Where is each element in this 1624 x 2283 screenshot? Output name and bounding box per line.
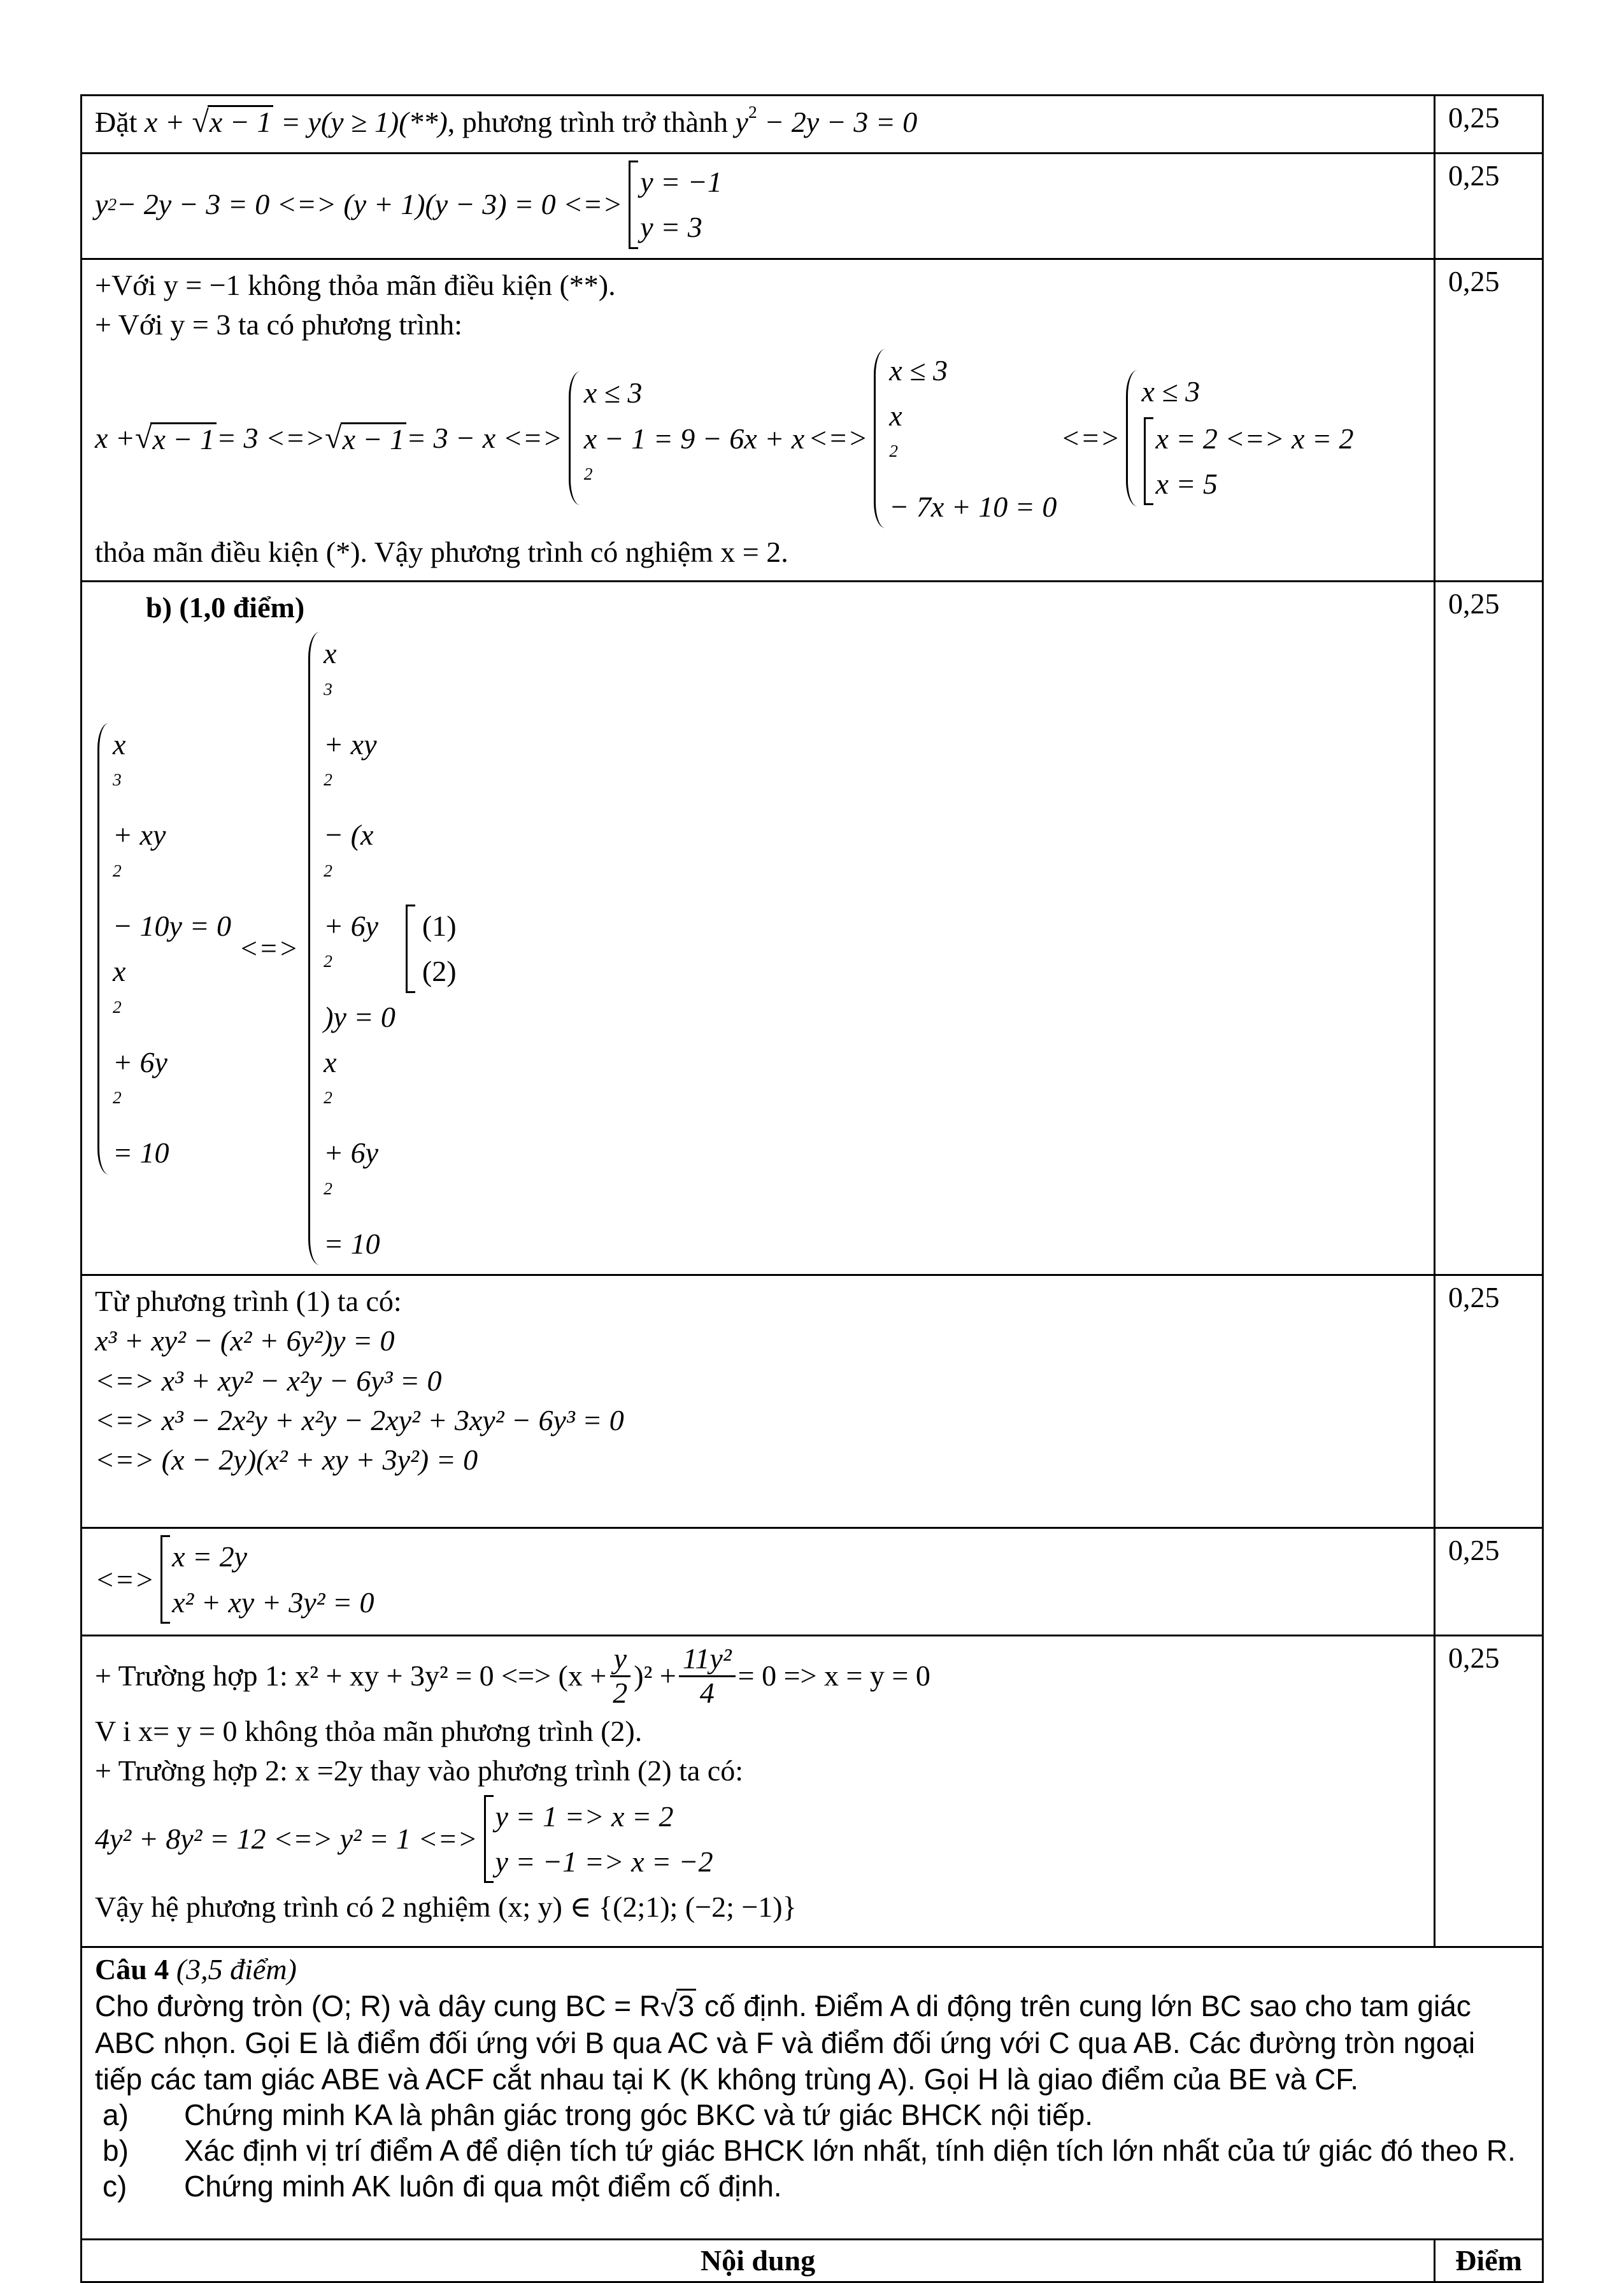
system-brace: x $^3$ + xy $^2$ − (x $^2$ + 6y $^2$ )y = 0 x $^2$ + 6y $^2$ = 10 [306, 629, 395, 1268]
sub-question [95, 2133, 1533, 2168]
question-text: Cho đường tròn (O; R) và dây cung BC = R [95, 1989, 661, 2023]
system-line: x [324, 1045, 337, 1078]
fraction [679, 1643, 736, 1709]
conclusion-text: thỏa mãn điều kiện (*). Vậy phương trình có nghiệm x = 2. [95, 536, 788, 568]
row-cases [82, 1528, 1543, 1636]
system-line: = 10 [324, 1227, 380, 1261]
system-line: x [113, 955, 126, 988]
math-expr: y [95, 188, 108, 221]
system-line: x [889, 399, 902, 433]
text-line: V i x= y = 0 không thỏa mãn phương trình (2). [95, 1714, 643, 1747]
system-brace: x ≤ 3 x − 1 = 9 − 6x + x $^2$ [566, 369, 804, 508]
system-line: − 7x + 10 = 0 [889, 490, 1057, 523]
score-cell: 0,25 [1435, 582, 1543, 1275]
system-line: + xy [324, 727, 377, 761]
case-bracket [626, 158, 722, 252]
math-expr: )² + [634, 1659, 676, 1693]
equation-label: (1) [422, 910, 457, 942]
math-expr: <=> [239, 932, 299, 965]
conclusion-text: Vậy hệ phương trình có 2 nghiệm (x; y) ∈ {(2;1); (−2; −1)} [95, 1891, 797, 1924]
system-line: x [113, 727, 126, 761]
sub-question [95, 2168, 1533, 2204]
math-expr: <=> [808, 422, 868, 455]
sub-question-mark: b) [103, 2133, 129, 2167]
case-item: y = −1 => x = −2 [495, 1845, 713, 1879]
system-brace [1123, 368, 1353, 509]
text-line: +Với y = −1 không thỏa mãn điều kiện (**). [95, 268, 616, 301]
content-cell: y 2 − 2y − 3 = 0 <=> (y + 1)(y − 3) = 0 <=> y = −1 y = 3 [82, 154, 1435, 259]
header-score: Điểm [1435, 2240, 1543, 2282]
math-expr: − 2y − 3 = 0 [757, 106, 918, 138]
score-cell: 0,25 [1435, 1275, 1543, 1528]
system-line: = 10 [113, 1136, 169, 1170]
content-cell [82, 1528, 1435, 1636]
case-item: y = −1 [640, 166, 722, 198]
text-becomes: , phương trình trở thành [447, 106, 736, 138]
sub-question-mark: a) [103, 2098, 129, 2131]
system-line: − (x [324, 819, 374, 852]
score-cell: 0,25 [1435, 154, 1543, 259]
question-text: tiếp các tam giác ABE và ACF cắt nhau tại K (K không trùng A). Gọi H là giao điểm của BE và CF. [95, 2062, 1359, 2096]
system-line: )y = 0 [324, 1000, 395, 1033]
sub-question-text: Xác định vị trí điểm A để diện tích tứ giác BHCK lớn nhất, tính diện tích lớn nhất của tứ giác đó theo R. [184, 2133, 1516, 2167]
system-line: + 6y [324, 1136, 379, 1170]
row-case-analysis [82, 259, 1543, 582]
sub-question-mark: c) [103, 2169, 127, 2203]
radicand: x − 1 [341, 422, 406, 455]
row-factorization [82, 1275, 1543, 1528]
equation-labels [403, 902, 457, 996]
math-expr: = 0 => x = y = 0 [737, 1659, 930, 1693]
math-expr: = y(y ≥ 1)(**) [273, 106, 448, 138]
case-item: x² + xy + 3y² = 0 [172, 1585, 374, 1619]
score-cell: 0,25 [1435, 96, 1543, 154]
content-cell: Đặt x + √x − 1 = y(y ≥ 1)(**), phương trình trở thành $y^2 - 2y - 3 = 0$ [82, 96, 1435, 154]
case-bracket [481, 1793, 713, 1886]
math-expr: <=> [95, 1563, 155, 1596]
case-item: y = 3 [640, 211, 702, 244]
system-brace: x $^3$ + xy $^2$ − 10y = 0 x $^2$ + 6y $^2$ = 10 [95, 720, 231, 1177]
question-cell [82, 1947, 1543, 2240]
case-bracket [1141, 415, 1353, 508]
case-item: y = 1 => x = 2 [495, 1800, 674, 1833]
text-line: Từ phương trình (1) ta có: [95, 1285, 402, 1318]
system-line: x − 1 = 9 − 6x + x [583, 422, 805, 455]
system-line: + xy [113, 819, 166, 852]
math-expr: 4y² + 8y² = 12 <=> y² = 1 <=> [95, 1822, 478, 1856]
row-substitution [82, 96, 1543, 154]
math-expr: y [735, 106, 748, 138]
equation-label: (2) [422, 955, 457, 988]
score-cell: 0,25 [1435, 1528, 1543, 1636]
math-line: <=> (x − 2y)(x² + xy + 3y²) = 0 [95, 1443, 478, 1476]
question-label: Câu 4 [95, 1953, 169, 1986]
system-line: + 6y [113, 1045, 167, 1078]
math-expr: x + [144, 106, 192, 138]
radicand: x − 1 [208, 105, 273, 138]
text-line: + Với y = 3 ta có phương trình: [95, 308, 462, 341]
math-expr: − 2y − 3 = 0 <=> (y + 1)(y − 3) = 0 <=> [117, 188, 623, 221]
math-expr: + Trường hợp 1: x² + xy + 3y² = 0 <=> (x + [95, 1659, 607, 1693]
content-cell [82, 1636, 1435, 1947]
part-title: b) (1,0 điểm) [146, 591, 305, 624]
system-line: x ≤ 3 [1141, 375, 1200, 408]
sub-question-list [95, 2097, 1533, 2204]
solution-table [80, 94, 1544, 2283]
system-line: x ≤ 3 [583, 376, 643, 410]
sub-question [95, 2097, 1533, 2133]
system-line: x [324, 637, 337, 670]
math-expr: = 3 <=> [216, 422, 325, 455]
header-content: Nội dung [82, 2240, 1435, 2282]
system-line: + 6y [324, 910, 379, 942]
radicand: 3 [676, 1989, 697, 2021]
fraction-denominator: 2 [613, 1676, 628, 1709]
text-line: + Trường hợp 2: x =2y thay vào phương trình (2) ta có: [95, 1754, 743, 1787]
fraction-denominator: 4 [699, 1676, 715, 1709]
math-expr: <=> [1060, 422, 1120, 455]
question-paragraph: Cho đường tròn (O; R) và dây cung BC = R√3 cố định. Điểm A di động trên cung lớn BC sao cho tam giác [95, 1989, 1471, 2024]
math-expr: = 3 − x <=> [406, 422, 562, 455]
score-cell: 0,25 [1435, 1636, 1543, 1947]
system-line: x ≤ 3 [889, 354, 948, 387]
fraction [609, 1643, 631, 1709]
system-line: − 10y = 0 [113, 910, 231, 942]
case-item: x = 2y [172, 1540, 247, 1573]
content-cell: +Với y = −1 không thỏa mãn điều kiện (**). + Với y = 3 ta có phương trình: x + √ x − 1 = 3 <=> √ x − 1 = 3 − x <=> x ≤ 3 x − 1 = 9 − 6x + x $^2$ <=> x ≤ 3 x $^2$ − 7x + 10 = 0 <=> x ≤ 3 x = 2 <=> x = 2 x = 5 thỏa mãn điều kiện (*). Vậy phương trình có nghiệm x = 2. [82, 259, 1435, 582]
sub-question-text: Chứng minh AK luôn đi qua một điểm cố định. [184, 2169, 782, 2203]
radicand: x − 1 [150, 422, 216, 455]
sub-question-text: Chứng minh KA là phân giác trong góc BKC và tứ giác BHCK nội tiếp. [184, 2098, 1093, 2131]
math-line: <=> x³ + xy² − x²y − 6y³ = 0 [95, 1364, 442, 1397]
case-item: x = 5 [1155, 468, 1218, 501]
row-question-4 [82, 1947, 1543, 2240]
content-cell [82, 1275, 1435, 1528]
fraction-numerator: 11y² [679, 1643, 736, 1677]
row-table-header [82, 2240, 1543, 2282]
row-part-b [82, 582, 1543, 1275]
content-cell [82, 582, 1435, 1275]
question-text: ABC nhọn. Gọi E là điểm đối ứng với B qua AC và F và điểm đối ứng với C qua AB. Các đường tròn ngoại [95, 2026, 1476, 2060]
math-line: x³ + xy² − (x² + 6y²)y = 0 [95, 1324, 395, 1357]
score-cell: 0,25 [1435, 259, 1543, 582]
question-points: (3,5 điểm) [176, 1953, 297, 1986]
case-bracket [158, 1533, 374, 1626]
row-solutions [82, 1636, 1543, 1947]
row-quadratic [82, 154, 1543, 259]
math-expr: x + [95, 422, 135, 455]
text-set: Đặt [95, 106, 145, 138]
system-brace: x ≤ 3 x $^2$ − 7x + 10 = 0 [871, 347, 1057, 531]
question-text: cố định. Điểm A di động trên cung lớn BC sao cho tam giác [696, 1989, 1471, 2023]
case-item: x = 2 <=> x = 2 [1155, 422, 1354, 455]
math-line: <=> x³ − 2x²y + x²y − 2xy² + 3xy² − 6y³ = 0 [95, 1403, 624, 1436]
fraction-numerator: y [610, 1643, 630, 1677]
